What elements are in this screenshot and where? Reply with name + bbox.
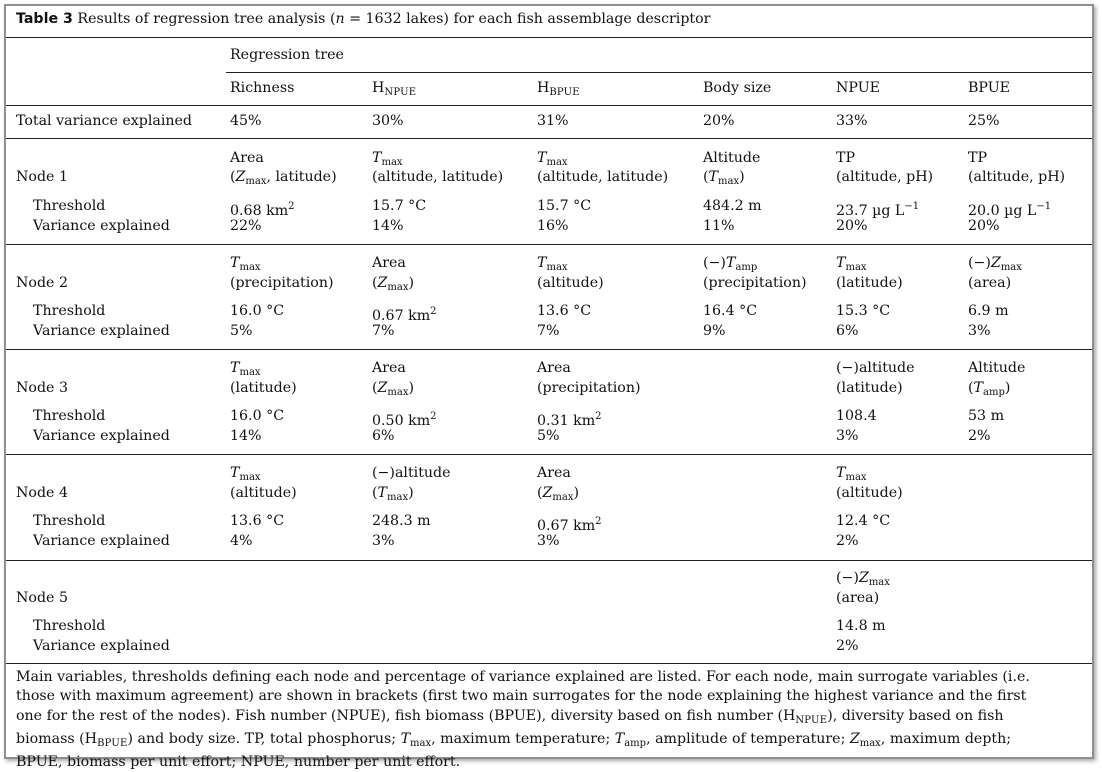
num: 0.67 [537, 518, 569, 534]
threshold-label: Threshold [33, 513, 106, 529]
variance-value: 3% [372, 533, 395, 549]
max-sub: max [239, 472, 261, 483]
row-rule [6, 244, 1092, 245]
col-h-bpue [537, 79, 580, 103]
fn-text: , maximum depth; [880, 730, 1012, 747]
table-footnote [16, 668, 1086, 772]
variance-label: Variance explained [33, 218, 170, 234]
variance-value: 20% [968, 218, 1000, 234]
variance-value: 16% [537, 218, 569, 234]
paren: ( [372, 485, 378, 501]
row-rule [6, 560, 1092, 561]
max-sub: max [387, 282, 409, 293]
node4-hnpue-main: (−)altitude [372, 465, 451, 481]
variance-label: Variance explained [33, 323, 170, 339]
total-value: 30% [372, 113, 404, 129]
threshold-label: Threshold [33, 408, 106, 424]
node1-richness-surrogate [230, 168, 337, 192]
t-sym: T [377, 485, 388, 501]
bottom-rule [6, 663, 1092, 664]
threshold-value: 108.4 [836, 408, 877, 424]
sup: 2 [595, 411, 602, 422]
max-sub: max [546, 262, 568, 273]
header-group: Regression tree [230, 47, 344, 63]
node2-npue-surrogate: (latitude) [836, 275, 903, 291]
node3-hbpue-surrogate: (precipitation) [537, 380, 641, 396]
t-sym: T [973, 380, 984, 396]
num: 23.7 [836, 203, 868, 219]
node4-hnpue-surrogate [372, 484, 414, 508]
node1-npue-surrogate: (altitude, pH) [836, 169, 934, 185]
col-bpue: BPUE [968, 80, 1011, 96]
footnote-line [16, 730, 1086, 753]
threshold-value: 15.7 °C [372, 198, 427, 214]
footnote-line: BPUE, biomass per unit effort; NPUE, number per unit effort. [16, 754, 461, 771]
variance-value: 2% [968, 428, 991, 444]
paren: ) [573, 485, 580, 501]
unit: µg L [1004, 203, 1037, 219]
neg: (−) [968, 255, 991, 271]
variance-value: 7% [537, 323, 560, 339]
row-rule [6, 138, 1092, 139]
node3-hnpue-surrogate [372, 379, 414, 403]
total-value: 31% [537, 113, 569, 129]
max-sub: max [718, 176, 740, 187]
paren: ( [230, 169, 236, 185]
node4-npue-surrogate: (altitude) [836, 485, 903, 501]
paren: ) [408, 275, 415, 291]
node1-bpue-main: TP [968, 150, 988, 166]
z-sym: Z [849, 730, 860, 747]
variance-label: Variance explained [33, 428, 170, 444]
max-sub: max [868, 577, 890, 588]
amp-sub: amp [735, 262, 758, 273]
max-sub: max [845, 262, 867, 273]
variance-value: 2% [836, 638, 859, 654]
unit: µg L [872, 203, 905, 219]
max-sub: max [845, 472, 867, 483]
num: 0.68 [230, 203, 262, 219]
variance-value: 4% [230, 533, 253, 549]
paren: ( [537, 485, 543, 501]
variance-value: 14% [372, 218, 404, 234]
sup: 2 [595, 516, 602, 527]
num: 0.31 [537, 413, 569, 429]
caption-text-end: = 1632 lakes) for each fish assemblage descriptor [344, 11, 711, 27]
h-bpue-sub: BPUE [549, 87, 580, 98]
max-sub: max [387, 387, 409, 398]
t-sym: T [836, 255, 846, 271]
node1-richness-main: Area [230, 150, 264, 166]
node3-bpue-surrogate [968, 379, 1010, 403]
variance-value: 3% [537, 533, 560, 549]
sup: 2 [430, 411, 437, 422]
table-label: Table 3 [16, 11, 73, 27]
variance-value: 7% [372, 323, 395, 339]
node3-hbpue-main: Area [537, 360, 571, 376]
col-npue: NPUE [836, 80, 881, 96]
sup: −1 [1036, 201, 1052, 212]
unit: km [266, 203, 289, 219]
node1-npue-main: TP [836, 150, 856, 166]
node2-label: Node 2 [16, 275, 68, 291]
total-value: 20% [703, 113, 735, 129]
t-sym: T [836, 465, 846, 481]
node2-hnpue-main: Area [372, 255, 406, 271]
fn-text: ) and body size. TP, total phosphorus; [127, 730, 401, 747]
t-sym: T [230, 465, 240, 481]
header-rule [6, 105, 1092, 106]
unit: km [573, 413, 596, 429]
node1-body-main: Altitude [703, 150, 761, 166]
caption-text: Results of regression tree analysis ( [77, 11, 336, 27]
col-richness: Richness [230, 80, 295, 96]
z-sym: Z [377, 380, 388, 396]
sup: −1 [904, 201, 920, 212]
variance-value: 5% [537, 428, 560, 444]
threshold-value: 13.6 °C [537, 303, 592, 319]
threshold-value: 12.4 °C [836, 513, 891, 529]
amp-sub: amp [624, 737, 647, 749]
variance-value: 6% [372, 428, 395, 444]
fn-text: one for the rest of the nodes). Fish number (NPUE), fish biomass (BPUE), diversity based on fish number (H [16, 707, 796, 724]
threshold-label: Threshold [33, 198, 106, 214]
node1-hnpue-surrogate: (altitude, latitude) [372, 169, 504, 185]
variance-value: 2% [836, 533, 859, 549]
unit: km [408, 308, 431, 324]
node3-hnpue-main: Area [372, 360, 406, 376]
unit: km [573, 518, 596, 534]
threshold-value: 16.0 °C [230, 303, 285, 319]
z-sym: Z [990, 255, 1001, 271]
footnote-line: Main variables, thresholds defining each node and percentage of variance explained are listed. For each node, main surrogate variables (i.e. [16, 669, 1030, 685]
variance-value: 6% [836, 323, 859, 339]
fn-text: ), diversity based on fish [827, 707, 1004, 724]
t-sym: T [725, 255, 736, 271]
footnote-line [16, 707, 1086, 730]
fn-sub: BPUE [97, 737, 128, 749]
variance-value: 11% [703, 218, 735, 234]
row-rule [6, 349, 1092, 350]
node1-body-surrogate [703, 168, 745, 192]
threshold-value: 14.8 m [836, 618, 886, 634]
max-sub: max [410, 737, 432, 749]
node4-hbpue-surrogate [537, 484, 579, 508]
paren: ) [408, 380, 415, 396]
threshold-value: 6.9 m [968, 303, 1009, 319]
node5-label: Node 5 [16, 590, 68, 606]
neg: (−) [836, 570, 859, 586]
t-sym: T [230, 360, 240, 376]
num: 20.0 [968, 203, 1000, 219]
h-letter: H [537, 80, 550, 96]
node5-npue-surrogate: (area) [836, 590, 880, 606]
col-body-size: Body size [703, 80, 772, 96]
node4-label: Node 4 [16, 485, 68, 501]
threshold-value: 248.3 m [372, 513, 431, 529]
table-caption [16, 10, 710, 30]
footnote-line: those with maximum agreement) are shown in brackets (first two main surrogates for the node explaining the highest variance and the first [16, 688, 1027, 705]
node2-body-surrogate: (precipitation) [703, 275, 807, 291]
z-sym: Z [542, 485, 553, 501]
max-sub: max [239, 262, 261, 273]
paren: ( [372, 380, 378, 396]
t-sym: T [537, 150, 547, 166]
paren: ( [372, 275, 378, 291]
threshold-value: 53 m [968, 408, 1005, 424]
node4-richness-surrogate: (altitude) [230, 485, 297, 501]
variance-value: 9% [703, 323, 726, 339]
variance-value: 5% [230, 323, 253, 339]
t-sym: T [230, 255, 240, 271]
caption-n: n [335, 11, 345, 27]
variance-value: 3% [836, 428, 859, 444]
table-sheet [6, 6, 1092, 771]
neg: (−) [703, 255, 726, 271]
variance-value: 20% [836, 218, 868, 234]
t-sym: T [372, 150, 382, 166]
node3-richness-surrogate: (latitude) [230, 380, 297, 396]
threshold-value: 16.0 °C [230, 408, 285, 424]
threshold-value: 15.7 °C [537, 198, 592, 214]
paren: ) [1004, 380, 1011, 396]
node4-hbpue-main: Area [537, 465, 571, 481]
variance-label: Variance explained [33, 638, 170, 654]
amp-sub: amp [983, 387, 1005, 398]
col-h-npue [372, 79, 416, 103]
h-npue-sub: NPUE [384, 87, 417, 98]
fn-sub: NPUE [795, 714, 828, 726]
variance-label: Variance explained [33, 533, 170, 549]
total-value: 33% [836, 113, 868, 129]
paren: ( [703, 169, 709, 185]
max-sub: max [245, 176, 267, 187]
threshold-value: 484.2 m [703, 198, 762, 214]
max-sub: max [239, 367, 261, 378]
variance-value: 14% [230, 428, 262, 444]
threshold-label: Threshold [33, 618, 106, 634]
node1-hbpue-surrogate: (altitude, latitude) [537, 169, 669, 185]
sup: 2 [430, 306, 437, 317]
node2-hbpue-surrogate: (altitude) [537, 275, 604, 291]
max-sub: max [1000, 262, 1022, 273]
max-sub: max [387, 492, 409, 503]
h-letter: H [372, 80, 385, 96]
variance-value: 22% [230, 218, 262, 234]
paren: ) [739, 169, 745, 185]
threshold-value: 16.4 °C [703, 303, 758, 319]
t-sym: T [400, 730, 411, 747]
node1-bpue-surrogate: (altitude, pH) [968, 169, 1066, 185]
document-frame [4, 4, 1094, 771]
t-sym: T [708, 169, 719, 185]
row-rule [6, 454, 1092, 455]
threshold-value: 15.3 °C [836, 303, 891, 319]
sur-text: , latitude) [266, 169, 337, 185]
num: 0.67 [372, 308, 404, 324]
max-sub: max [552, 492, 574, 503]
max-sub: max [381, 157, 403, 168]
fn-text: biomass (H [16, 730, 98, 747]
z-sym: Z [235, 169, 246, 185]
total-label: Total variance explained [16, 113, 192, 129]
t-sym: T [614, 730, 625, 747]
z-sym: Z [377, 275, 388, 291]
max-sub: max [859, 737, 881, 749]
t-sym: T [537, 255, 547, 271]
paren: ) [408, 485, 414, 501]
max-sub: max [546, 157, 568, 168]
group-rule [226, 72, 1092, 73]
paren: ( [968, 380, 974, 396]
fn-text: , amplitude of temperature; [646, 730, 850, 747]
unit: km [408, 413, 431, 429]
node3-npue-surrogate: (latitude) [836, 380, 903, 396]
top-rule [6, 37, 1092, 38]
node2-bpue-surrogate: (area) [968, 275, 1012, 291]
total-value: 45% [230, 113, 262, 129]
num: 0.50 [372, 413, 404, 429]
node3-label: Node 3 [16, 380, 68, 396]
node2-richness-surrogate: (precipitation) [230, 275, 334, 291]
variance-value: 3% [968, 323, 991, 339]
threshold-value: 13.6 °C [230, 513, 285, 529]
sup: 2 [288, 201, 295, 212]
z-sym: Z [858, 570, 869, 586]
fn-text: , maximum temperature; [431, 730, 615, 747]
total-value: 25% [968, 113, 1000, 129]
node2-hnpue-surrogate [372, 274, 414, 298]
node3-npue-main: (−)altitude [836, 360, 915, 376]
node1-label: Node 1 [16, 169, 68, 185]
node3-bpue-main: Altitude [968, 360, 1026, 376]
threshold-label: Threshold [33, 303, 106, 319]
